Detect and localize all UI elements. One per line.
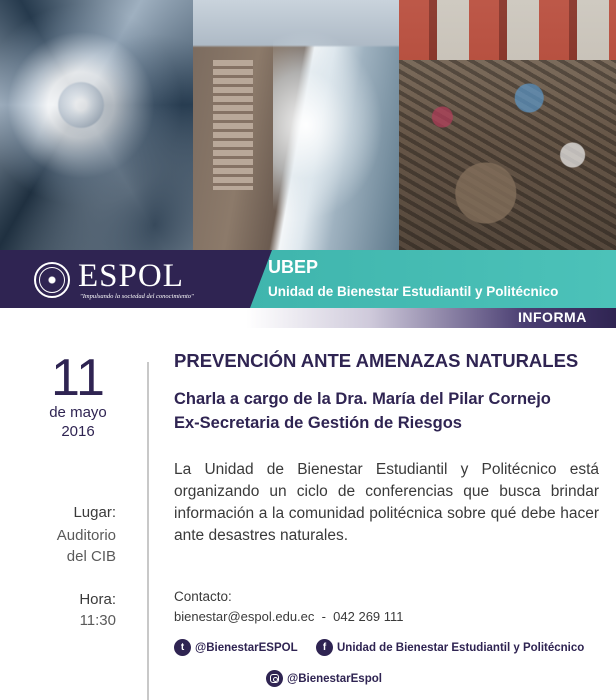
espol-logo-text: ESPOL <box>78 258 184 294</box>
hurricane-satellite-photo <box>0 0 193 250</box>
espol-seal-icon <box>34 262 70 298</box>
time-label: Hora: <box>79 591 116 608</box>
event-year: 2016 <box>61 423 95 440</box>
facebook-page[interactable] <box>316 639 584 656</box>
place-value-line-2: del CIB <box>66 548 116 565</box>
unit-abbreviation: UBEP <box>268 257 319 277</box>
facebook-page-text: Unidad de Bienestar Estudiantil y Politécnico <box>337 641 585 654</box>
place-label: Lugar: <box>73 504 116 521</box>
event-headline: PREVENCIÓN ANTE AMENAZAS NATURALES <box>174 350 579 371</box>
facebook-icon: f <box>316 639 333 656</box>
informa-label: INFORMA <box>518 309 587 325</box>
twitter-handle[interactable] <box>174 639 298 656</box>
event-description: La Unidad de Bienestar Estudiantil y Politécnico está organizando un ciclo de conferencias que busca brindar información a la comunidad politécnica sobre qué debe hacer ante desastres naturales. <box>174 461 599 544</box>
twitter-handle-text: @BienestarESPOL <box>195 641 298 654</box>
column-divider <box>147 362 149 700</box>
contact-email-phone[interactable]: bienestar@espol.edu.ec - 042 269 111 <box>174 609 404 624</box>
time-value: 11:30 <box>79 612 116 629</box>
speaker-line-1: Charla a cargo de la Dra. María del Pilar Cornejo <box>174 390 551 408</box>
place-value-line-1: Auditorio <box>56 527 116 544</box>
tsunami-wave-city-photo <box>193 0 399 250</box>
contact-label: Contacto: <box>174 589 232 604</box>
instagram-handle[interactable] <box>266 670 382 687</box>
unit-full-name: Unidad de Bienestar Estudiantil y Politécnico <box>268 284 559 299</box>
espol-tagline: "Impulsando la sociedad del conocimiento" <box>80 293 194 300</box>
instagram-icon <box>266 670 283 687</box>
speaker-line-2: Ex-Secretaria de Gestión de Riesgos <box>174 414 462 432</box>
flood-damage-photo <box>399 0 616 250</box>
instagram-handle-text: @BienestarEspol <box>287 672 382 685</box>
photo-strip <box>0 0 616 250</box>
event-day: 11 <box>51 349 105 407</box>
twitter-icon: t <box>174 639 191 656</box>
event-month: de mayo <box>49 404 107 421</box>
